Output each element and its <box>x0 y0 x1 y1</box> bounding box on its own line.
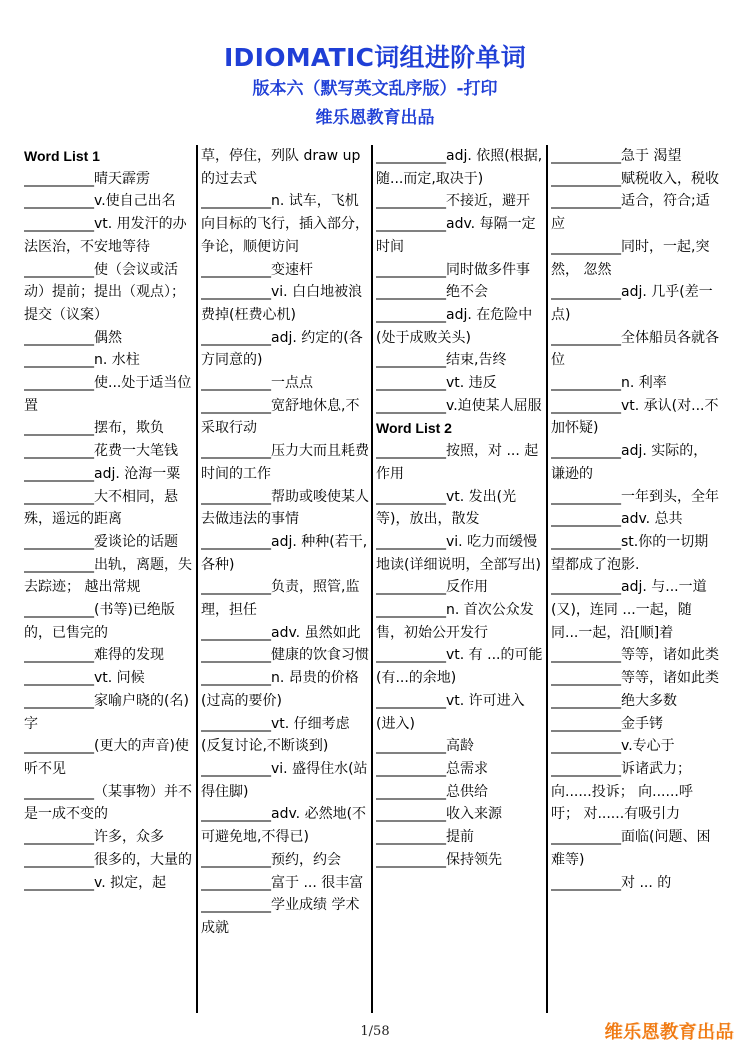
vocab-entry: __________n. 试车，飞机向目标的飞行，插入部分，争论，顺便访问 <box>201 193 369 255</box>
vocab-entry: __________vt. 有 ...的可能(有...的余地) <box>376 647 543 687</box>
vocab-entry: __________家喻户晓的(名)字 <box>24 692 189 732</box>
vocab-entry: __________诉诸武力；向......投诉； 向......呼吁； 对......有吸引力 <box>551 760 693 823</box>
vocab-entry: __________st.你的一切期望都成了泡影. <box>551 533 709 573</box>
vocab-entry: __________vi. 白白地被浪费掉(枉费心机) <box>201 284 363 323</box>
vocab-entry: __________vt. 发出(光等)，放出，散发 <box>376 488 517 528</box>
vocab-entry: __________健康的饮食习惯 <box>201 647 369 664</box>
vocab-entry: __________压力大而且耗费时间的工作 <box>201 443 369 482</box>
vocab-entry: __________vt. 许可进入(进入) <box>376 692 525 732</box>
vocab-entry: __________adv. 必然地(不可避免地,不得已) <box>201 806 367 846</box>
vocab-entry: __________vt. 用发汗的办法医治，不安地等待 <box>24 216 187 255</box>
vocab-entry: __________adj. 约定的(各方同意的) <box>201 329 363 369</box>
vocab-entry: __________（某事物）并不是一成不变的 <box>24 783 192 823</box>
vocab-entry: __________适合，符合;适应 <box>551 193 710 233</box>
vocab-entry: __________反作用 <box>376 579 488 596</box>
vocab-entry: __________绝大多数 <box>551 692 677 709</box>
document-title: IDIOMATIC词组进阶单词 <box>223 43 527 72</box>
vocab-entry: __________爱谈论的话题 <box>24 533 178 550</box>
publisher-watermark: 维乐恩教育出品 <box>604 1022 734 1043</box>
vocab-entry: __________一年到头，全年 <box>551 488 719 505</box>
vocab-entry: __________vi. 吃力而缓慢地读(详细说明，全部写出) <box>376 533 541 573</box>
vocab-entry: __________(书等)已绝版的，已售完的 <box>24 602 175 641</box>
vocab-entry: __________v. 拟定，起 <box>24 874 167 891</box>
vocab-entry: __________晴天霹雳 <box>24 170 150 187</box>
vocab-entry: 草，停住，列队 draw up的过去式 <box>201 148 361 187</box>
vocab-entry: __________n. 水柱 <box>24 352 140 369</box>
vocab-entry: __________全体船员各就各位 <box>551 329 719 369</box>
column-2 <box>201 145 369 1013</box>
word-list-columns <box>24 145 726 1013</box>
vocab-entry: __________使（会议或活动）提前；提出（观点）；提交（议案） <box>24 261 185 323</box>
vocab-entry: __________变速杆 <box>201 261 313 278</box>
vocab-entry: __________adj. 沧海一粟 <box>24 465 181 482</box>
word-list-heading: Word List 2 <box>376 420 452 437</box>
vocab-entry: __________等等，诸如此类 <box>551 670 719 687</box>
vocab-entry: __________很多的，大量的 <box>24 851 192 868</box>
vocab-entry: __________n. 昂贵的价格(过高的要价) <box>201 670 359 709</box>
document-subtitle: 版本六（默写英文乱序版）-打印 <box>252 79 498 99</box>
column-3 <box>376 145 544 1013</box>
vocab-entry: __________许多，众多 <box>24 829 164 846</box>
column-1 <box>24 145 192 1013</box>
vocab-entry: __________急于 渴望 <box>551 148 682 164</box>
vocab-entry: __________花费一大笔钱 <box>24 443 178 460</box>
vocab-entry: __________等等，诸如此类 <box>551 647 719 664</box>
vocab-entry: __________结束,告终 <box>376 352 507 369</box>
vocab-entry: __________偶然 <box>24 329 122 346</box>
vocab-entry: __________vt. 承认(对...不加怀疑) <box>551 397 719 437</box>
vocab-entry: __________总需求 <box>376 760 488 777</box>
vocab-entry: __________v.专心于 <box>551 738 675 755</box>
vocab-entry: __________保持领先 <box>376 851 502 868</box>
vocab-entry: __________(更大的声音)使听不见 <box>24 738 189 777</box>
vocab-entry: __________v.使自己出名 <box>24 193 176 210</box>
vocab-entry: __________adv. 每隔一定时间 <box>376 216 536 255</box>
column-4 <box>551 145 719 1013</box>
vocab-entry: __________adj. 在危险中(处于成败关头) <box>376 306 533 346</box>
vocab-entry: __________帮助或唆使某人去做违法的事情 <box>201 488 369 528</box>
vocab-entry: __________adj. 实际的，谦逊的 <box>551 443 708 482</box>
vocab-entry: __________面临(问题、困难等) <box>551 829 711 868</box>
vocab-entry: __________vi. 盛得住水(站得住脚) <box>201 760 368 800</box>
vocab-entry: __________对 ... 的 <box>551 874 672 891</box>
vocab-entry: __________摆布，欺负 <box>24 420 164 437</box>
vocab-entry: __________总供给 <box>376 783 488 800</box>
vocab-entry: __________n. 利率 <box>551 375 667 392</box>
vocab-entry: __________vt. 仔细考虑(反复讨论,不断谈到) <box>201 715 350 755</box>
column-divider <box>371 145 373 1013</box>
vocab-entry: __________赋税收入，税收 <box>551 170 719 187</box>
vocab-entry: __________收入来源 <box>376 806 502 823</box>
column-divider <box>196 145 198 1013</box>
vocab-entry: __________高龄 <box>376 738 474 755</box>
column-divider <box>546 145 548 1013</box>
vocab-entry: __________使...处于适当位置 <box>24 375 192 414</box>
vocab-entry: __________按照，对 ... 起作用 <box>376 443 539 482</box>
vocab-entry: __________出轨，离题，失去踪迹； 越出常规 <box>24 556 192 596</box>
vocab-entry: __________大不相同，悬殊，遥远的距离 <box>24 488 178 528</box>
vocab-entry: __________adv. 总共 <box>551 511 683 528</box>
vocab-entry: __________金手铐 <box>551 715 663 732</box>
vocab-entry: __________同时做多件事 <box>376 261 530 278</box>
page-number: 1/58 <box>360 1024 390 1039</box>
vocab-entry: __________负责，照管,监理，担任 <box>201 579 360 619</box>
document-header <box>0 40 750 131</box>
word-list-heading: Word List 1 <box>24 148 100 164</box>
vocab-entry: __________adj. 几乎(差一点) <box>551 284 713 323</box>
vocab-entry: __________富于 ... 很丰富 <box>201 874 364 891</box>
vocab-entry: __________n. 首次公众发售，初始公开发行 <box>376 602 534 641</box>
vocab-entry: __________vt. 问候 <box>24 670 145 687</box>
vocab-entry: __________v.迫使某人屈服 <box>376 397 542 414</box>
vocab-entry: __________难得的发现 <box>24 647 164 664</box>
publisher-line: 维乐恩教育出品 <box>315 108 435 128</box>
vocab-entry: __________绝不会 <box>376 284 488 301</box>
vocab-entry: __________提前 <box>376 829 474 846</box>
vocab-entry: __________adv. 虽然如此 <box>201 624 361 641</box>
vocab-entry: __________vt. 违反 <box>376 375 497 392</box>
vocab-entry: __________预约，约会 <box>201 851 341 868</box>
vocab-entry: __________学业成绩 学术成就 <box>201 897 360 936</box>
vocab-entry: __________同时，一起,突然， 忽然 <box>551 238 710 278</box>
vocab-entry: __________一点点 <box>201 375 313 392</box>
vocab-entry: __________宽舒地休息,不采取行动 <box>201 397 360 437</box>
vocab-entry: __________adj. 种种(若干,各种) <box>201 533 368 573</box>
vocab-entry: __________adj. 依照(根据,随...而定,取决于) <box>376 148 543 187</box>
vocab-entry: __________不接近，避开 <box>376 193 530 210</box>
vocab-entry: __________adj. 与...一道(又)，连同 ...一起，随同...一起，沿[顺]着 <box>551 579 707 641</box>
